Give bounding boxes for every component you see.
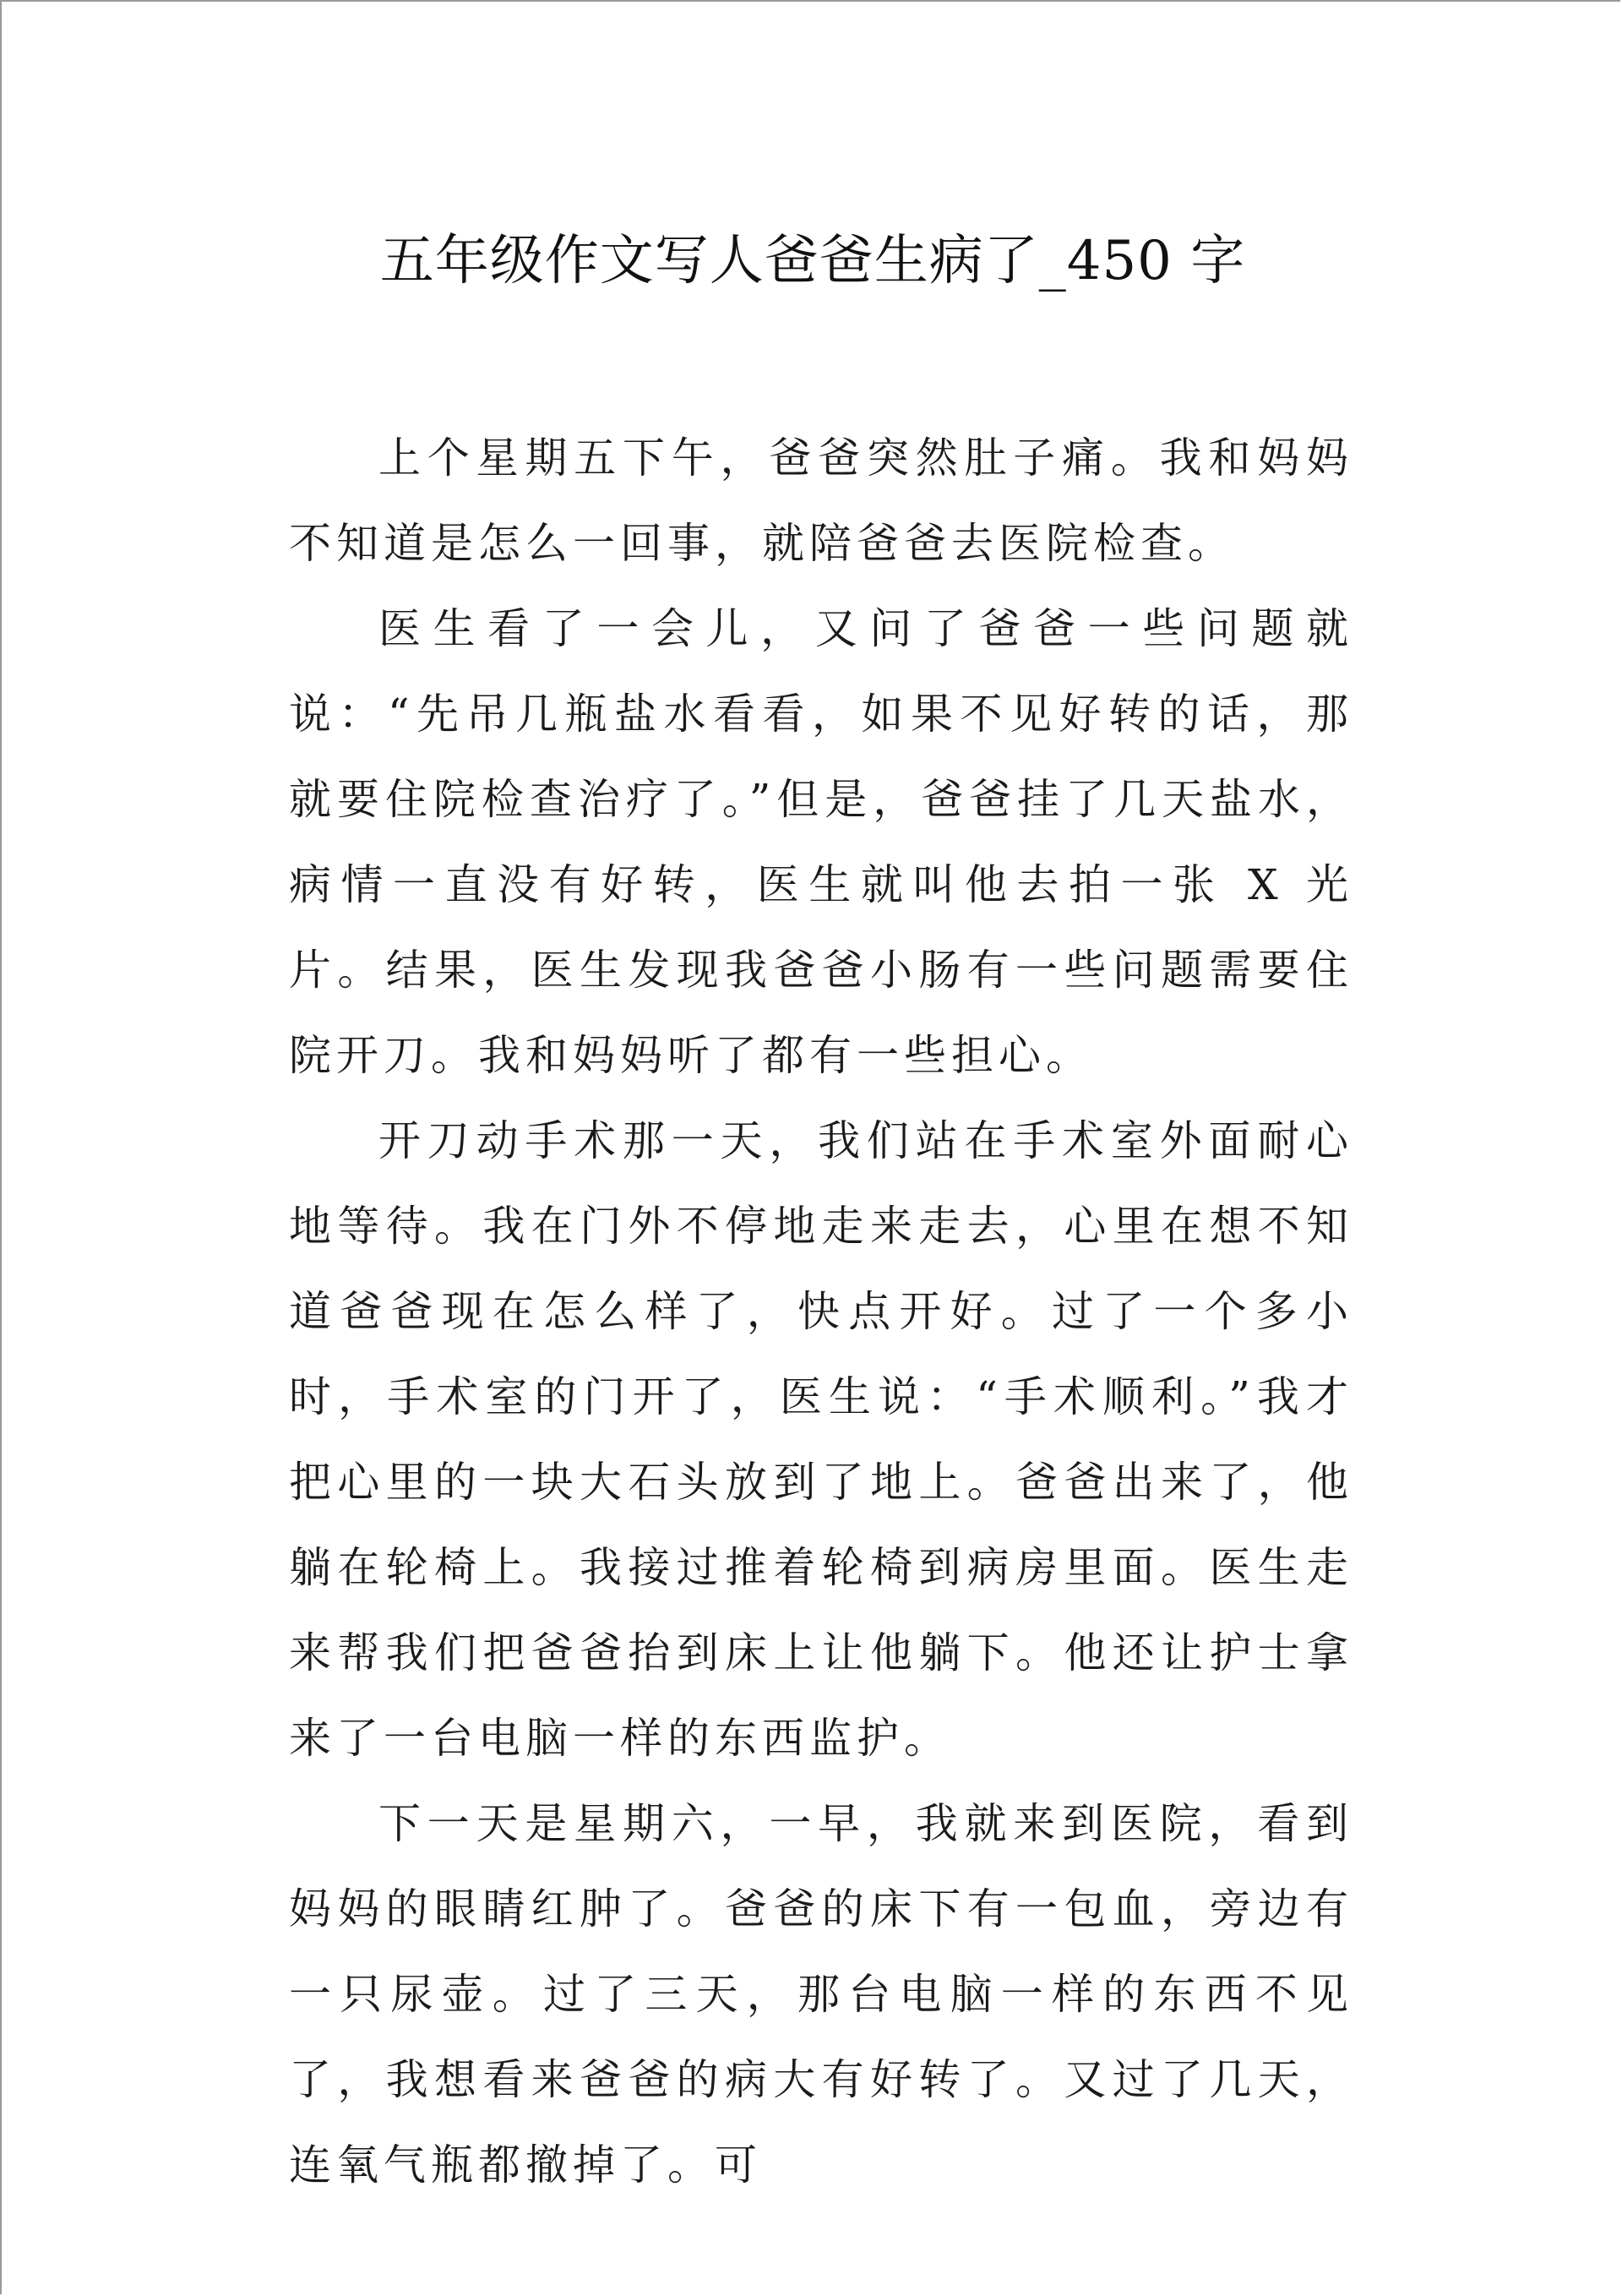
paragraph-2: 医生看了一会儿，又问了爸爸一些问题就说：“先吊几瓶盐水看看，如果不见好转的话，那就要住院检查治疗了。”但是，爸爸挂了几天盐水，病情一直没有好转，医生就叫他去拍一张 X 光片。结果，医生发现我爸爸小肠有一些问题需要住院开刀。我和妈妈听了都有一些担心。 bbox=[289, 604, 1353, 1080]
document-title: 五年级作文写人爸爸生病了_450 字 bbox=[379, 230, 1246, 292]
document-body bbox=[289, 416, 1353, 2208]
paragraph-3: 开刀动手术那一天，我们站在手术室外面耐心地等待。我在门外不停地走来走去，心里在想不知道爸爸现在怎么样了，快点开好。过了一个多小时，手术室的门开了，医生说：“手术顺利。”我才把心里的一块大石头放到了地上。爸爸出来了，他躺在轮椅上。我接过推着轮椅到病房里面。医生走来帮我们把爸爸抬到床上让他躺下。他还让护士拿来了一台电脑一样的东西监护。 bbox=[289, 1116, 1353, 1763]
paragraph-4: 下一天是星期六，一早，我就来到医院，看到妈妈的眼睛红肿了。爸爸的床下有一包血，旁边有一只尿壶。过了三天，那台电脑一样的东西不见了，我想看来爸爸的病大有好转了。又过了几天，连氧气瓶都撤掉了。可 bbox=[289, 1799, 1353, 2190]
paragraph-1: 上个星期五下午，爸爸突然肚子痛。我和妈妈不知道是怎么一回事，就陪爸爸去医院检查。 bbox=[289, 434, 1353, 568]
